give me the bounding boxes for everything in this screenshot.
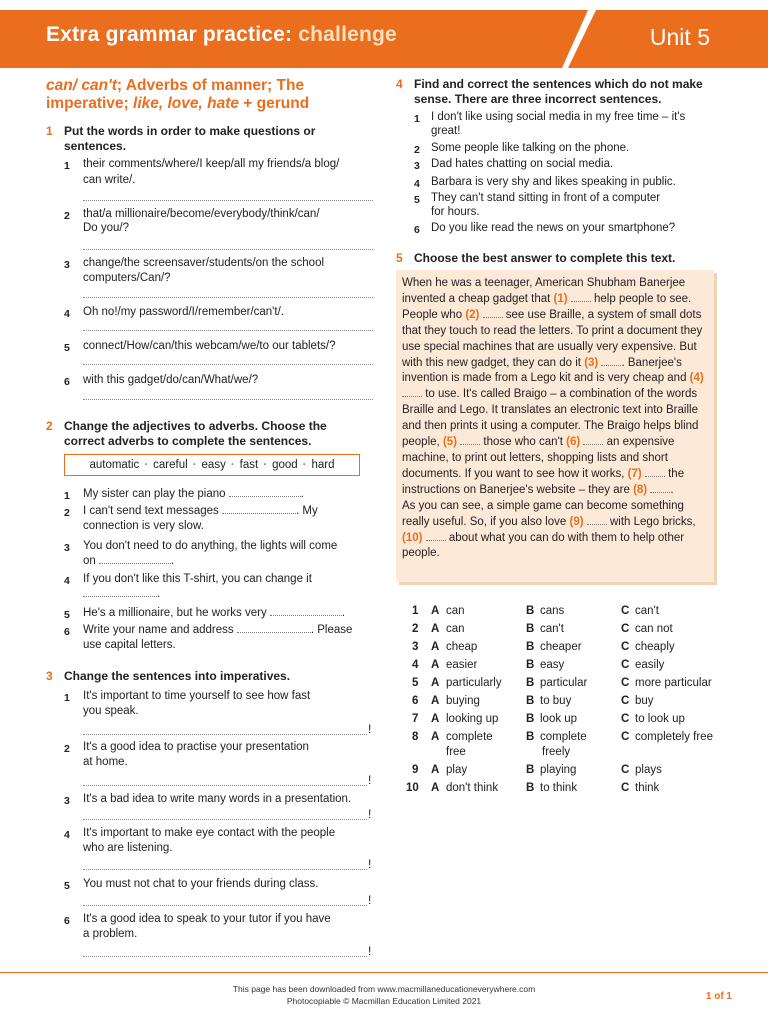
item-number: 5 xyxy=(64,609,70,621)
item-text: Do you like read the news on your smartphone? xyxy=(431,222,676,234)
item-number: 3 xyxy=(64,259,70,271)
option-letter: A xyxy=(431,695,440,707)
item-text: You must not chat to your friends during class. xyxy=(83,878,319,890)
item-number: 2 xyxy=(414,144,420,156)
option-c: think xyxy=(635,782,660,794)
item-number: 6 xyxy=(414,224,420,236)
word-option: fast xyxy=(239,459,259,471)
page-header xyxy=(0,0,768,68)
option-a: can xyxy=(446,623,465,635)
option-letter: C xyxy=(621,605,630,617)
item-text: at home. xyxy=(83,756,128,768)
item-number: 1 xyxy=(414,113,420,125)
item-number: 4 xyxy=(414,178,420,190)
exclamation-mark: ! xyxy=(368,722,372,736)
exclamation-mark: ! xyxy=(368,944,372,958)
item-text: Do you/? xyxy=(83,222,130,234)
item-number: 1 xyxy=(64,160,70,172)
item-number: 2 xyxy=(64,507,70,519)
option-b: cans xyxy=(540,605,565,617)
option-number: 2 xyxy=(412,623,419,635)
item-number: 4 xyxy=(64,575,70,587)
option-c: can not xyxy=(635,623,673,635)
option-b: to think xyxy=(540,782,578,794)
exercise-number: 5 xyxy=(396,251,403,265)
item-number: 3 xyxy=(64,795,70,807)
answer-line[interactable] xyxy=(83,819,367,820)
item-text: It's a good idea to practise your presentation xyxy=(83,741,309,753)
option-c: plays xyxy=(635,764,662,776)
item-text: You don't need to do anything, the lights will come xyxy=(83,540,338,552)
option-number: 8 xyxy=(412,731,419,743)
answer-line[interactable] xyxy=(83,869,367,870)
item-text: Barbara is very shy and likes speaking in public. xyxy=(431,176,676,188)
exclamation-mark: ! xyxy=(368,857,372,871)
item-text: computers/Can/? xyxy=(83,272,171,284)
word-option: hard xyxy=(311,459,335,471)
option-letter: C xyxy=(621,677,630,689)
item-text: you speak. xyxy=(83,705,139,717)
option-c: more particular xyxy=(635,677,712,689)
answer-line[interactable] xyxy=(83,364,373,365)
item-text: It's important to make eye contact with the people xyxy=(83,827,336,839)
option-c: to look up xyxy=(635,713,685,725)
exercise-instruction: Choose the best answer to complete this text. xyxy=(414,251,676,265)
word-box: automatic · careful · easy · fast · good · hard xyxy=(64,454,360,476)
option-letter: A xyxy=(431,623,440,635)
option-letter: B xyxy=(526,659,535,671)
item-number: 6 xyxy=(64,376,70,388)
option-letter: B xyxy=(526,623,535,635)
option-a: don't think xyxy=(446,782,499,794)
footer xyxy=(0,983,768,1007)
item-text: with this gadget/do/can/What/we/? xyxy=(83,374,259,386)
option-number: 5 xyxy=(412,677,419,689)
item-text: If you don't like this T-shirt, you can change it xyxy=(83,573,312,585)
item-text: My sister can play the piano . xyxy=(83,488,304,500)
answer-line[interactable] xyxy=(83,905,367,906)
option-letter: A xyxy=(431,731,440,743)
item-text: I don't like using social media in my free time – it's xyxy=(431,111,686,123)
option-c: buy xyxy=(635,695,654,707)
option-a: play xyxy=(446,764,468,776)
item-text: use capital letters. xyxy=(83,639,176,651)
item-text: their comments/where/I keep/all my friends/a blog/ xyxy=(83,158,340,170)
exercise-number: 2 xyxy=(46,419,53,433)
word-option: good xyxy=(272,459,298,471)
exercise-instruction: Put the words in order to make questions or sentences. xyxy=(64,124,316,153)
item-number: 3 xyxy=(414,160,420,172)
exclamation-mark: ! xyxy=(368,807,372,821)
answer-line[interactable] xyxy=(83,297,373,298)
item-text: It's a good idea to speak to your tutor if you have xyxy=(83,913,331,925)
exercise-number: 1 xyxy=(46,124,53,138)
item-number: 5 xyxy=(64,342,70,354)
option-letter: A xyxy=(431,659,440,671)
option-number: 6 xyxy=(412,695,419,707)
option-a: looking up xyxy=(446,713,499,725)
item-text: It's important to time yourself to see how fast xyxy=(83,690,311,702)
option-letter: B xyxy=(526,605,535,617)
reading-paragraph: When he was a teenager, American Shubham Banerjee invented a cheap gadget that (1) help people to see. People who (2) see use Braille, a system of small dots that they touch to read the letters. To print a document they use special machines that are usually very expensive. But with this new gadget, they can do it (3) . Banerjee's invention is made from a Lego kit and is very cheap and (4) to use. It's called Braigo – a combination of the words Braille and Lego. It translates an electronic text into Braille and then prints it using a computer. The Braigo helps blind people, (5) those who can't (6) an expensive machine, to print out letters, shopping lists and short documents. If you want to see how it works, (7) the instructions on Banerjee's website – they are (8) . xyxy=(402,277,704,496)
item-text: It's a bad idea to write many words in a presentation. xyxy=(83,793,352,805)
option-letter: B xyxy=(526,764,535,776)
item-text: Some people like talking on the phone. xyxy=(431,142,630,154)
exercise-instruction: Change the adjectives to adverbs. Choose the correct adverbs to complete the sentences. xyxy=(64,419,327,448)
option-c: can't xyxy=(635,605,659,617)
option-letter: A xyxy=(431,677,440,689)
option-letter: C xyxy=(621,713,630,725)
option-number: 4 xyxy=(412,659,419,671)
exercise-instruction: Find and correct the sentences which do not make sense. There are three incorrect sentences. xyxy=(414,77,703,106)
item-text: for hours. xyxy=(431,206,480,218)
option-a: cheap xyxy=(446,641,478,653)
option-letter: A xyxy=(431,641,440,653)
reading-text-box xyxy=(396,270,714,582)
item-number: 4 xyxy=(64,308,70,320)
reading-paragraph: As you can see, a simple game can become something really useful. So, if you also love (9) with Lego bricks, (10) about what you can do with them to help other people. xyxy=(402,499,696,560)
item-text: I can't send text messages . My xyxy=(83,505,318,517)
option-b: particular xyxy=(540,677,588,689)
word-option: automatic xyxy=(89,459,140,471)
option-a: free xyxy=(446,746,466,758)
answer-line[interactable] xyxy=(83,399,373,400)
option-letter: A xyxy=(431,764,440,776)
option-b: cheaper xyxy=(540,641,582,653)
option-b: complete xyxy=(540,731,587,743)
option-letter: C xyxy=(621,641,630,653)
item-number: 6 xyxy=(64,626,70,638)
item-number: 4 xyxy=(64,829,70,841)
option-b: freely xyxy=(542,746,571,758)
option-a: complete xyxy=(446,731,493,743)
item-text: change/the screensaver/students/on the school xyxy=(83,257,325,269)
item-text: Oh no!/my password/I/remember/can't/. xyxy=(83,306,284,318)
option-letter: C xyxy=(621,782,630,794)
item-text: can write/. xyxy=(83,174,136,186)
exclamation-mark: ! xyxy=(368,893,372,907)
footer-divider xyxy=(0,972,768,973)
item-text: Write your name and address . Please xyxy=(83,624,353,636)
answer-line[interactable] xyxy=(83,956,367,957)
option-a: particularly xyxy=(446,677,502,689)
title-main: Extra grammar practice: xyxy=(46,23,293,46)
item-text: connect/How/can/this webcam/we/to our tablets/? xyxy=(83,340,336,352)
item-text: They can't stand sitting in front of a computer xyxy=(431,192,661,204)
item-number: 2 xyxy=(64,743,70,755)
item-text: connection is very slow. xyxy=(83,520,204,532)
word-option: careful xyxy=(153,459,188,471)
option-number: 3 xyxy=(412,641,419,653)
item-text: a problem. xyxy=(83,928,138,940)
option-number: 9 xyxy=(412,764,419,776)
exercise-instruction: Change the sentences into imperatives. xyxy=(64,669,291,683)
item-text: who are listening. xyxy=(83,842,173,854)
exercise-number: 3 xyxy=(46,669,53,683)
option-letter: C xyxy=(621,695,630,707)
option-a: can xyxy=(446,605,465,617)
option-c: cheaply xyxy=(635,641,675,653)
option-b: playing xyxy=(540,764,577,776)
page-number: 1 of 1 xyxy=(705,991,732,1002)
option-b: to buy xyxy=(540,695,572,707)
option-letter: B xyxy=(526,731,535,743)
item-text: He's a millionaire, but he works very . xyxy=(83,607,346,619)
word-option: easy xyxy=(201,459,226,471)
option-number: 1 xyxy=(412,605,419,617)
option-a: buying xyxy=(446,695,480,707)
option-number: 7 xyxy=(412,713,419,725)
unit-label: Unit 5 xyxy=(649,24,710,50)
item-text: . xyxy=(83,587,160,603)
footer-download-note: This page has been downloaded from www.macmillaneducationeverywhere.com xyxy=(232,984,536,994)
footer-copyright: Photocopiable © Macmillan Education Limited 2021 xyxy=(286,996,482,1006)
option-c: easily xyxy=(635,659,665,671)
option-b: look up xyxy=(540,713,578,725)
option-b: can't xyxy=(540,623,564,635)
item-number: 6 xyxy=(64,915,70,927)
option-letter: B xyxy=(526,782,535,794)
section-title: can/ can't; Adverbs of manner; The imperative; like, love, hate + gerund xyxy=(46,77,310,112)
option-letter: A xyxy=(431,782,440,794)
option-letter: C xyxy=(621,731,630,743)
answer-line[interactable] xyxy=(83,200,373,201)
item-text: that/a millionaire/become/everybody/think/can/ xyxy=(83,208,320,220)
option-letter: A xyxy=(431,605,440,617)
title-accent: challenge xyxy=(298,23,397,46)
item-text: Dad hates chatting on social media. xyxy=(431,158,614,170)
item-number: 2 xyxy=(64,210,70,222)
exclamation-mark: ! xyxy=(368,773,372,787)
item-number: 3 xyxy=(64,542,70,554)
answer-line[interactable] xyxy=(83,734,367,735)
answer-line[interactable] xyxy=(83,785,367,786)
option-number: 10 xyxy=(406,782,419,794)
option-letter: C xyxy=(621,623,630,635)
option-letter: B xyxy=(526,713,535,725)
item-number: 5 xyxy=(414,194,420,206)
option-letter: B xyxy=(526,677,535,689)
option-c: completely free xyxy=(635,731,713,743)
option-letter: C xyxy=(621,659,630,671)
answer-line[interactable] xyxy=(83,249,373,250)
option-letter: C xyxy=(621,764,630,776)
option-letter: B xyxy=(526,695,535,707)
item-number: 1 xyxy=(64,490,70,502)
item-text: great! xyxy=(431,125,461,137)
option-letter: B xyxy=(526,641,535,653)
page-title xyxy=(46,23,397,47)
exercise-number: 4 xyxy=(396,77,403,91)
item-number: 5 xyxy=(64,880,70,892)
item-number: 1 xyxy=(64,692,70,704)
option-b: easy xyxy=(540,659,565,671)
answer-line[interactable] xyxy=(83,330,373,331)
option-letter: A xyxy=(431,713,440,725)
item-text: on . xyxy=(83,555,175,567)
option-a: easier xyxy=(446,659,478,671)
